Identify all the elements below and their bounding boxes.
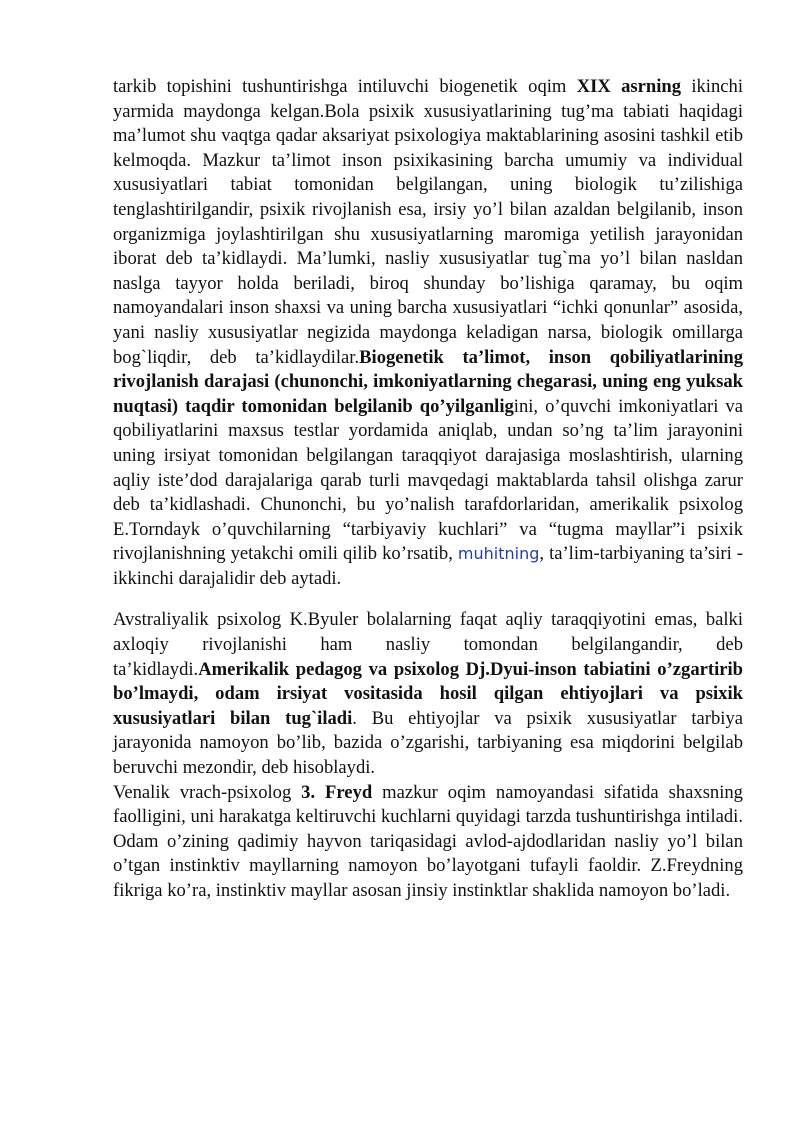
bold-text: Biogenetik ta’limot, inson qobiliyatlarining rivojlanish darajasi (chunonchi, imkoniyatlarning chegarasi, uning eng yuksak nuqtasi) taqdir tomonidan belgilanib qo’yilganlig [113,346,743,417]
paragraph-text: , ta’lim-tarbiyaning ta’siri - ikkinchi darajalidir deb aytadi. [113,543,743,589]
bold-text: Amerikalik pedagog va psixolog Dj.Dyui-inson tabiatini o’zgartirib bo’lmaydi, odam irsiyat vositasida hosil qilgan ehtiyojlari va psixik xususiyatlari bilan tug`iladi [113,658,743,729]
paragraph-text: ini, o’quvchi imkoniyatlari va qobiliyatlarini maxsus testlar yordamida aniqlab, undan so’ng ta’lim jarayonini uning irsiyat tomonidan belgilangan taraqqiyot darajasiga moslashtirish, ularning aqliy iste’dod darajalariga qarab turli mavqedagi maktablarda tahsil olishga zarur deb ta’kidlashadi. Chunonchi, bu yo’nalish tarafdorlaridan, amerikalik psixolog E.Torndayk o’quvchilarning “tarbiyaviy kuchlari” va “tugma mayllar”i psixik rivojlanishning yetakchi omili qilib ko’rsatib, [113,395,743,565]
document-page [113,75,743,904]
paragraph-freyd [113,781,743,904]
paragraph-biogenetic-theory [113,75,743,591]
hyperlink-muhitning[interactable]: muhitning [457,544,540,564]
paragraph-text: ikinchi yarmida maydonga kelgan.Bola psixik xususiyatlarining tug’ma tabiati haqidagi ma’lumot shu vaqtga qadar aksariyat psixologiya maktablarining asosini tashkil etib kelmoqda. Mazkur ta’limot inson psixikasining barcha umumiy va individual xususiyatlari tabiat tomonidan belgilangan, uning biologik tu’zilishiga tenglashtirilgandir, psixik rivojlanish esa, irsiy yo’l bilan azaldan belgilanib, inson organizmiga joylashtirilgan shu xususiyatlarning maromiga yetilish jarayonidan iborat deb ta’kidlaydi. Ma’lumki, nasliy xususiyatlar tug`ma yo’l bilan nasldan naslga tayyor holda beriladi, biroq shunday bo’lishiga qaramay, bu oqim namoyandalari inson shaxsi va uning barcha xususiyatlari “ichki qonunlar” asosida, yani nasliy xususiyatlar negizida maydonga keladigan narsa, biologik omillarga bog`liqdir, deb ta’kidlaydilar. [113,76,743,368]
paragraph-text: Venalik vrach-psixolog [113,781,302,803]
paragraph-byuler-dyui [113,608,743,780]
paragraph-text: . Bu ehtiyojlar va psixik xususiyatlar tarbiya jarayonida namoyon bo’lib, bazida o’zgarishi, tarbiyaning esa miqdorini belgilab beruvchi mezondir, deb hisoblaydi. [113,707,743,779]
bold-text: 3. Freyd [301,781,373,803]
bold-text: XIX asrning [576,76,682,97]
paragraph-text: tarkib topishini tushuntirishga intiluvchi biogenetik oqim [113,76,577,97]
paragraph-text: mazkur oqim namoyandasi sifatida shaxsning faolligini, uni harakatga keltiruvchi kuchlarni quyidagi tarzda tushuntirishga intiladi. Odam o’zining qadimiy hayvon tariqasidagi avlod-ajdodlaridan nasliy yo’l bilan o’tgan instinktiv mayllarning namoyon bo’layotgani tufayli faoldir. Z.Freydning fikriga ko’ra, instinktiv mayllar asosan jinsiy instinktlar shaklida namoyon bo’ladi. [113,781,743,901]
paragraph-text: Avstraliyalik psixolog K.Byuler bolalarning faqat aqliy taraqqiyotini emas, balki axloqiy rivojlanishi ham nasliy tomondan belgilangandir, deb ta’kidlaydi. [113,609,743,680]
